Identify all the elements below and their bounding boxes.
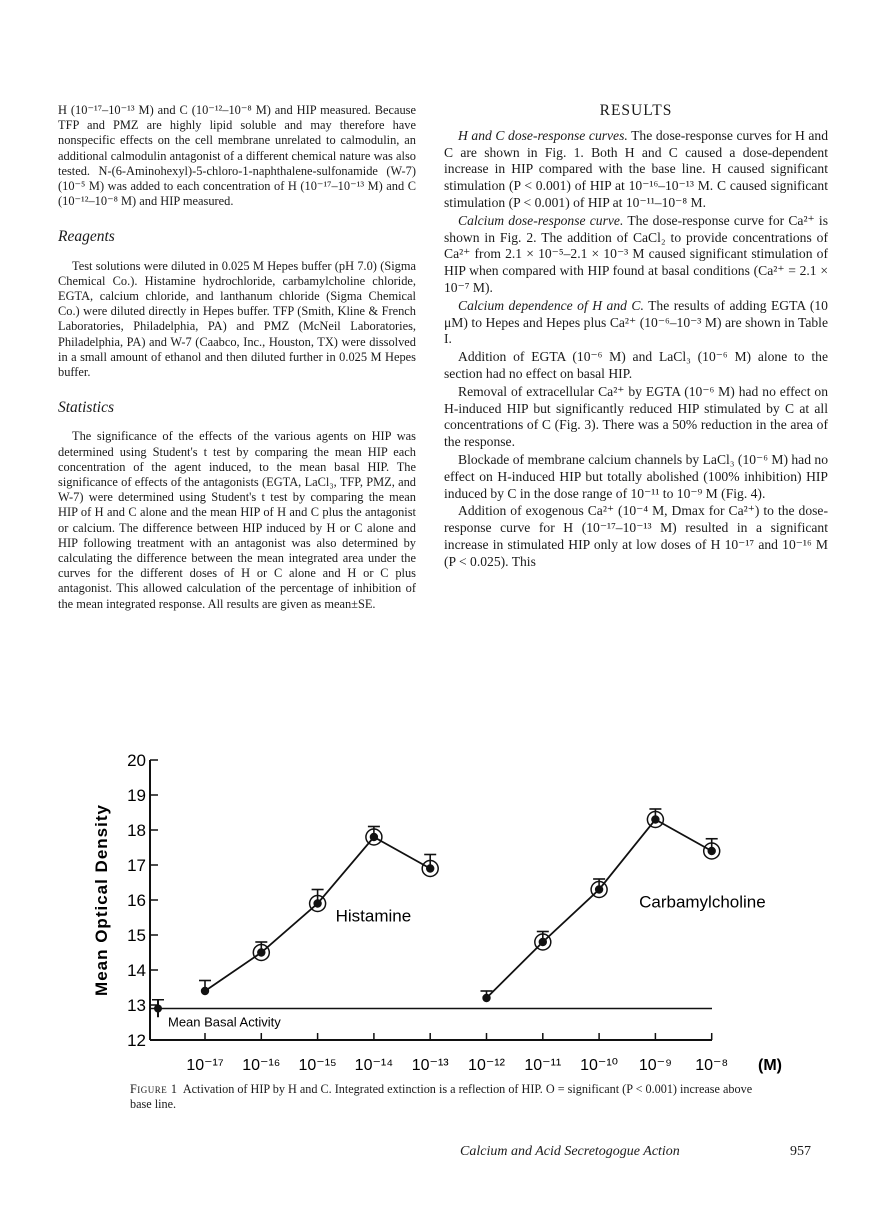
- y-tick-label: 15: [127, 926, 146, 945]
- running-title: Calcium and Acid Secretogogue Action: [460, 1144, 680, 1159]
- y-axis-label: Mean Optical Density: [92, 804, 111, 996]
- x-tick-label: 10⁻¹¹: [524, 1057, 562, 1074]
- x-tick-label: 10⁻¹⁵: [298, 1057, 337, 1074]
- paragraph-lead: H and C dose-response curves.: [458, 127, 628, 143]
- intro-paragraph: H (10⁻¹⁷–10⁻¹³ M) and C (10⁻¹²–10⁻⁸ M) and HIP measured. Because TFP and PMZ are highly lipid soluble and may therefore have nonspecific effects on the cell membrane unrelated to calmodulin, an additional calmodulin antagonist of a different chemical nature was also tested. N-(6-Aminohexyl)-5-chloro-1-naphthalene-sulfonamide (W-7) (10⁻⁵ M) was added to each concentration of H (10⁻¹⁷–10⁻¹³ M) and C (10⁻¹²–10⁻⁸ M) and HIP measured.: [58, 103, 416, 209]
- y-tick-label: 13: [127, 996, 146, 1015]
- figure-caption: [130, 1082, 770, 1111]
- data-point: [651, 815, 659, 823]
- results-paragraph-4: Addition of EGTA (10⁻⁶ M) and LaCl₃ (10⁻⁶ M) alone to the section had no effect on basal HIP.: [444, 349, 828, 381]
- data-point: [539, 938, 547, 946]
- paragraph-lead: Calcium dose-response curve.: [458, 212, 624, 228]
- baseline-point: [154, 1005, 162, 1013]
- x-tick-label: 10⁻¹³: [411, 1057, 449, 1074]
- paragraph-lead: Calcium dependence of H and C.: [458, 297, 644, 313]
- right-column: [444, 103, 828, 572]
- data-point: [313, 899, 321, 907]
- results-paragraph-5: Removal of extracellular Ca²⁺ by EGTA (10⁻⁶ M) had no effect on H-induced HIP but significantly reduced HIP stimulated by C at all concentrations of C (Fig. 3). There was a 50% reduction in the area of the response.: [444, 383, 828, 450]
- x-unit-label: (M): [758, 1057, 782, 1074]
- paragraph-text: The dose-response curve for Ca²⁺ is shown in Fig. 2. The addition of CaCl₂ to provide concentrations of Ca²⁺ from 2.1 × 10⁻⁵–2.1 × 10⁻³ M caused significant stimulation of HIP when compared with HIP found at basal conditions (Ca²⁺ = 2.1 × 10⁻⁷ M).: [444, 212, 829, 295]
- results-paragraph-3: [444, 298, 828, 348]
- figure-1-chart: [0, 740, 884, 1080]
- data-point: [595, 885, 603, 893]
- series-label: Histamine: [335, 906, 412, 926]
- x-tick-label: 10⁻¹⁷: [186, 1057, 224, 1074]
- x-tick-label: 10⁻⁹: [638, 1057, 672, 1074]
- y-tick-label: 18: [127, 821, 146, 840]
- y-tick-label: 16: [127, 891, 146, 910]
- statistics-paragraph: The significance of the effects of the various agents on HIP was determined using Student's t test by comparing the mean HIP each concentration of the agent induced, to the mean basal HIP. The significance of effects of the antagonists (EGTA, LaCl₃, TFP, PMZ, and W-7) were determined using Student's t test by comparing the mean HIP of H and C alone and the mean HIP of H and C plus the antagonist or calcium. The difference between HIP induced by H or C alone and HIP following treatment with an antagonist was also determined by calculating the difference between the mean integrated area under the curves for the different doses of H or C alone and H or C plus antagonist. This allowed calculation of the percentage of inhibition of the mean integrated response. All results are given as mean±SE.: [58, 429, 416, 611]
- x-tick-label: 10⁻¹⁴: [354, 1057, 394, 1074]
- x-tick-label: 10⁻⁸: [695, 1057, 729, 1074]
- x-tick-label: 10⁻¹²: [468, 1057, 505, 1074]
- reagents-heading: Reagents: [58, 228, 115, 246]
- caption-text: Activation of HIP by H and C. Integrated extinction is a reflection of HIP. O = significant (P < 0.001) increase above base line.: [130, 1082, 753, 1111]
- x-tick-label: 10⁻¹⁶: [242, 1057, 281, 1074]
- data-point: [426, 864, 434, 872]
- data-point: [370, 833, 378, 841]
- series-label: Carbamylcholine: [639, 892, 766, 912]
- data-point: [257, 948, 265, 956]
- paragraph-text: The results of adding EGTA (10 μM) to Hepes and Hepes plus Ca²⁺ (10⁻⁶–10⁻³ M) are shown in Table I.: [444, 297, 828, 347]
- y-tick-label: 20: [127, 751, 146, 770]
- y-tick-label: 17: [127, 856, 146, 875]
- reagents-paragraph: Test solutions were diluted in 0.025 M Hepes buffer (pH 7.0) (Sigma Chemical Co.). Histamine hydrochloride, carbamylcholine chloride, EGTA, calcium chloride, and lanthanum chloride (Sigma Chemical Co.) were diluted directly in Hepes buffer. TFP (Smith, Kline & French Laboratories, Philadelphia, PA) and PMZ (McNeil Laboratories, Philadelphia, PA) and W-7 (Caabco, Inc., Houston, TX) were dissolved in a small amount of ethanol and then diluted further in 0.025 M Hepes buffer.: [58, 258, 416, 380]
- statistics-heading: Statistics: [58, 399, 114, 417]
- y-tick-label: 19: [127, 786, 146, 805]
- y-tick-label: 14: [127, 961, 146, 980]
- x-tick-label: 10⁻¹⁰: [580, 1057, 619, 1074]
- page-number: 957: [790, 1144, 811, 1159]
- data-point: [201, 987, 209, 995]
- data-point: [482, 994, 490, 1002]
- results-paragraph-7: Addition of exogenous Ca²⁺ (10⁻⁴ M, Dmax for Ca²⁺) to the dose-response curve for H (10⁻¹⁷–10⁻¹³ M) resulted in a significant increase in stimulated HIP only at low doses of H 10⁻¹⁷ and 10⁻¹⁶ M (P < 0.025). This: [444, 503, 828, 569]
- results-paragraph-2: [444, 213, 828, 297]
- left-column: [58, 103, 416, 616]
- y-tick-label: 12: [127, 1031, 146, 1050]
- results-paragraph-6: Blockade of membrane calcium channels by LaCl₃ (10⁻⁶ M) had no effect on H-induced HIP but totally abolished (100% inhibition) HIP induced by C in the dose range of 10⁻¹¹ to 10⁻⁹ M (Fig. 4).: [444, 451, 828, 501]
- baseline-label: Mean Basal Activity: [168, 1014, 281, 1030]
- results-heading: RESULTS: [599, 102, 673, 119]
- caption-label: Figure 1: [130, 1082, 178, 1096]
- results-paragraph-1: [444, 128, 828, 212]
- paragraph-text: The dose-response curves for H and C are shown in Fig. 1. Both H and C caused a dose-dependent increase in HIP compared with the base line. H caused significant stimulation (P < 0.001) of HIP at 10⁻¹⁶–10⁻¹³ M. C caused significant stimulation (P < 0.001) of HIP at 10⁻¹¹–10⁻⁸ M.: [444, 127, 828, 210]
- data-point: [708, 847, 716, 855]
